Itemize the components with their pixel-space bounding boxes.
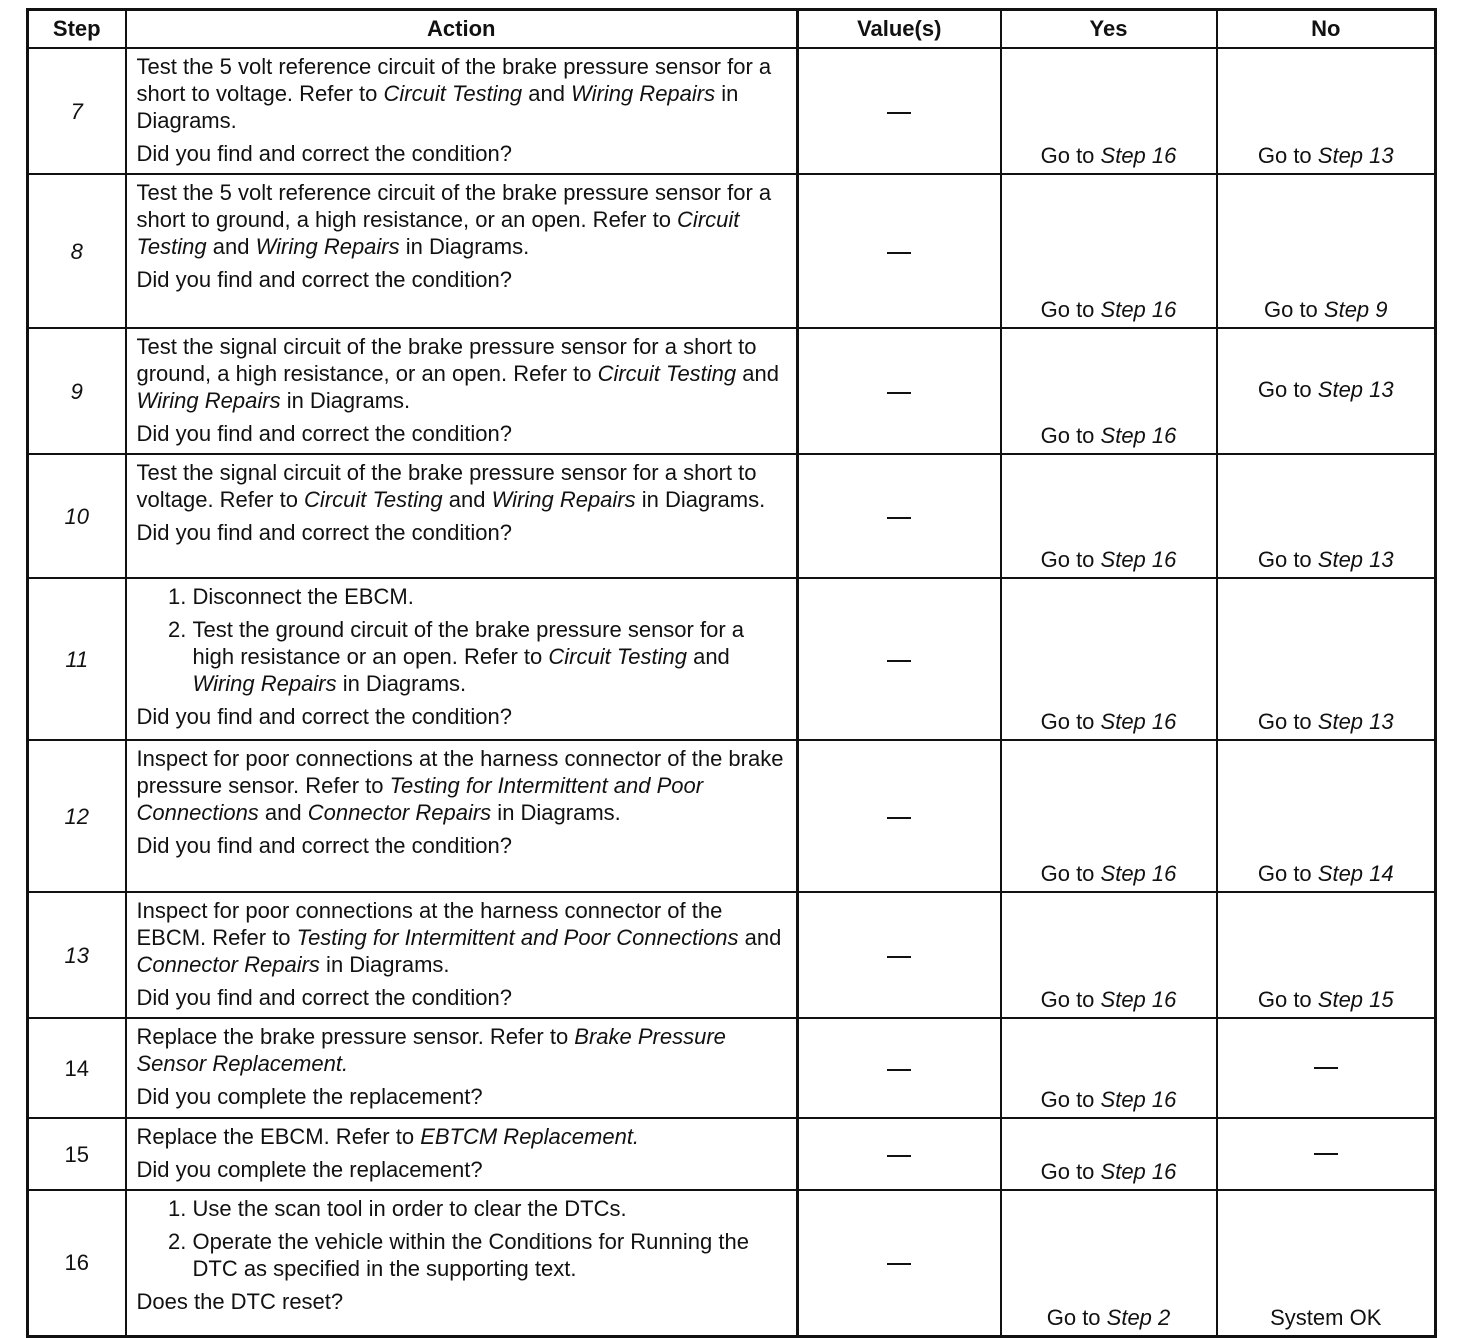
value-cell	[798, 578, 1001, 740]
no-cell	[1217, 1190, 1436, 1336]
goto-target: Step 14	[1317, 861, 1394, 886]
goto-link[interactable]	[1258, 709, 1394, 734]
action-description	[137, 179, 789, 260]
goto-target: Step 9	[1323, 297, 1388, 322]
action-description	[137, 53, 789, 134]
action-question: Did you find and correct the condition?	[136, 520, 512, 545]
action-ref-text: Testing for Intermittent and Poor Connections	[296, 925, 739, 950]
no-cell	[1217, 740, 1436, 892]
action-question: Did you complete the replacement?	[136, 1157, 483, 1182]
goto-link[interactable]	[1258, 861, 1394, 886]
goto-target: Step 16	[1100, 423, 1177, 448]
header-no: No	[1217, 10, 1436, 49]
goto-link[interactable]	[1041, 547, 1177, 572]
action-question: Did you find and correct the condition?	[136, 267, 512, 292]
action-text: in Diagrams.	[136, 81, 739, 133]
goto-prefix: Go to	[1257, 861, 1318, 886]
action-ref-text: Circuit Testing	[136, 207, 740, 259]
goto-target: Step 13	[1317, 376, 1394, 402]
goto-prefix: Go to	[1040, 1087, 1101, 1112]
value-dash	[887, 392, 911, 394]
table-row	[28, 892, 1436, 1018]
value-cell	[798, 174, 1001, 328]
yes-cell	[1001, 328, 1217, 454]
value-dash	[887, 517, 911, 519]
action-cell	[126, 892, 798, 1018]
value-cell	[798, 328, 1001, 454]
goto-link[interactable]	[1041, 143, 1177, 168]
action-description	[137, 745, 789, 826]
goto-link[interactable]	[1041, 423, 1177, 448]
value-dash	[887, 112, 911, 114]
goto-link[interactable]	[1041, 1159, 1177, 1184]
goto-prefix: Go to	[1257, 143, 1318, 168]
action-text: Test the 5 volt reference circuit of the brake pressure sensor for a short to ground, a high resistance, or an open. Refer to	[136, 180, 772, 232]
goto-prefix: Go to	[1046, 1304, 1107, 1330]
goto-target: Step 13	[1317, 547, 1394, 572]
action-ref-text: Testing for Intermittent and Poor Connections	[136, 773, 704, 825]
action-cell	[126, 1190, 798, 1336]
action-text: and	[206, 234, 256, 259]
action-description	[137, 333, 789, 414]
action-text: Test the 5 volt reference circuit of the brake pressure sensor for a short to voltage. Refer to	[136, 54, 772, 106]
goto-link[interactable]	[1041, 861, 1177, 886]
action-text: and	[736, 361, 779, 386]
action-description	[137, 459, 789, 513]
goto-prefix: Go to	[1257, 709, 1318, 734]
goto-target: Step 16	[1100, 1159, 1177, 1184]
action-cell	[126, 174, 798, 328]
header-step: Step	[28, 10, 126, 49]
action-text: Replace the EBCM. Refer to	[136, 1124, 421, 1149]
action-cell	[126, 1118, 798, 1190]
goto-prefix: Go to	[1040, 547, 1101, 572]
goto-link[interactable]	[1258, 987, 1394, 1012]
no-value-dash	[1314, 1153, 1338, 1155]
action-description	[137, 1023, 789, 1077]
action-cell	[126, 328, 798, 454]
goto-target: Step 16	[1100, 987, 1177, 1012]
goto-prefix: Go to	[1040, 1159, 1101, 1184]
action-steps-list	[137, 1195, 789, 1282]
no-cell	[1217, 174, 1436, 328]
yes-cell	[1001, 48, 1217, 174]
goto-target: Step 13	[1317, 709, 1394, 734]
goto-prefix: Go to	[1040, 987, 1101, 1012]
action-description	[137, 897, 789, 978]
action-question: Did you find and correct the condition?	[136, 421, 512, 446]
action-ref-text: EBTCM Replacement.	[420, 1124, 640, 1149]
step-number: 7	[28, 48, 126, 174]
goto-target: Step 16	[1100, 547, 1177, 572]
action-text: in Diagrams.	[399, 234, 530, 259]
value-dash	[887, 252, 911, 254]
goto-target: Step 2	[1106, 1304, 1171, 1330]
goto-link[interactable]	[1047, 1305, 1171, 1330]
action-ref-text: Connector Repairs	[307, 800, 492, 825]
step-number: 16	[28, 1190, 126, 1336]
action-ref-text: Wiring Repairs	[491, 487, 636, 512]
goto-link[interactable]	[1264, 297, 1388, 322]
value-cell	[798, 740, 1001, 892]
table-row	[28, 328, 1436, 454]
action-text: Disconnect the EBCM.	[192, 584, 414, 609]
goto-link[interactable]	[1258, 143, 1394, 168]
no-cell	[1217, 578, 1436, 740]
result-text: System OK	[1270, 1304, 1382, 1330]
goto-link[interactable]	[1041, 987, 1177, 1012]
action-cell	[126, 48, 798, 174]
action-text: Inspect for poor connections at the harness connector of the brake pressure sensor. Refer to	[136, 746, 784, 798]
yes-cell	[1001, 1118, 1217, 1190]
table-row	[28, 1018, 1436, 1118]
action-question: Did you complete the replacement?	[136, 1084, 483, 1109]
goto-prefix: Go to	[1040, 709, 1101, 734]
action-ref-text: Circuit Testing	[304, 487, 443, 512]
action-ref-text: Circuit Testing	[597, 361, 737, 386]
table-row	[28, 578, 1436, 740]
action-steps-list	[137, 583, 789, 697]
action-ref-text: Connector Repairs	[136, 952, 320, 977]
value-dash	[887, 660, 911, 662]
action-ref-text: Wiring Repairs	[255, 234, 400, 259]
action-text: and	[258, 800, 308, 825]
action-text: Test the ground circuit of the brake pressure sensor for a high resistance or an open. Refer to	[192, 617, 745, 669]
goto-link[interactable]	[1041, 709, 1177, 734]
yes-cell	[1001, 454, 1217, 578]
no-cell	[1217, 454, 1436, 578]
goto-link[interactable]	[1041, 297, 1177, 322]
table-row	[28, 48, 1436, 174]
goto-prefix: Go to	[1257, 547, 1318, 572]
action-text: Test the signal circuit of the brake pressure sensor for a short to ground, a high resistance, or an open. Refer to	[136, 334, 757, 386]
action-ref-text: Wiring Repairs	[192, 671, 337, 696]
table-row	[28, 1118, 1436, 1190]
no-cell	[1217, 328, 1436, 454]
table-row	[28, 1190, 1436, 1336]
goto-prefix: Go to	[1040, 423, 1101, 448]
action-text: Use the scan tool in order to clear the DTCs.	[192, 1196, 627, 1221]
no-cell	[1217, 1118, 1436, 1190]
yes-cell	[1001, 740, 1217, 892]
yes-cell	[1001, 1018, 1217, 1118]
no-cell	[1217, 1018, 1436, 1118]
action-question: Did you find and correct the condition?	[136, 833, 512, 858]
yes-cell	[1001, 892, 1217, 1018]
action-text: Inspect for poor connections at the harness connector of the EBCM. Refer to	[136, 898, 723, 950]
diagnostic-table	[26, 8, 1437, 1338]
no-cell	[1217, 892, 1436, 1018]
action-step-item	[193, 583, 789, 610]
value-cell	[798, 1018, 1001, 1118]
value-cell	[798, 1190, 1001, 1336]
yes-cell	[1001, 1190, 1217, 1336]
goto-prefix: Go to	[1263, 297, 1324, 322]
action-ref-text: Circuit Testing	[383, 81, 523, 106]
goto-prefix: Go to	[1257, 376, 1318, 402]
table-row	[28, 740, 1436, 892]
action-text: and	[522, 81, 572, 106]
action-question: Did you find and correct the condition?	[136, 985, 512, 1010]
goto-target: Step 16	[1100, 861, 1177, 886]
action-text: Replace the brake pressure sensor. Refer to	[136, 1024, 575, 1049]
action-cell	[126, 578, 798, 740]
action-question: Does the DTC reset?	[136, 1289, 344, 1314]
header-values: Value(s)	[798, 10, 1001, 49]
value-dash	[887, 817, 911, 819]
value-dash	[887, 956, 911, 958]
step-number: 12	[28, 740, 126, 892]
diagnostic-table-container	[26, 8, 1437, 1338]
table-row	[28, 174, 1436, 328]
goto-target: Step 16	[1100, 709, 1177, 734]
yes-cell	[1001, 578, 1217, 740]
action-cell	[126, 740, 798, 892]
step-number: 10	[28, 454, 126, 578]
goto-prefix: Go to	[1040, 861, 1101, 886]
action-step-item	[193, 616, 789, 697]
action-text: and	[442, 487, 492, 512]
step-number: 11	[28, 578, 126, 740]
header-yes: Yes	[1001, 10, 1217, 49]
value-cell	[798, 454, 1001, 578]
action-ref-text: Wiring Repairs	[136, 388, 281, 413]
action-text: in Diagrams.	[635, 487, 766, 512]
header-row	[28, 10, 1436, 49]
no-value-dash	[1314, 1067, 1338, 1069]
table-row	[28, 454, 1436, 578]
value-dash	[887, 1155, 911, 1157]
value-cell	[798, 48, 1001, 174]
value-dash	[887, 1069, 911, 1071]
goto-link[interactable]	[1258, 547, 1394, 572]
step-number: 13	[28, 892, 126, 1018]
goto-target: Step 15	[1317, 987, 1394, 1012]
goto-link[interactable]	[1258, 377, 1394, 402]
step-number: 14	[28, 1018, 126, 1118]
action-question: Did you find and correct the condition?	[136, 704, 512, 729]
value-dash	[887, 1263, 911, 1265]
goto-target: Step 16	[1100, 143, 1177, 168]
no-cell	[1217, 48, 1436, 174]
action-text: in Diagrams.	[336, 671, 467, 696]
goto-prefix: Go to	[1040, 143, 1101, 168]
action-text: and	[738, 925, 782, 950]
value-cell	[798, 1118, 1001, 1190]
step-number: 9	[28, 328, 126, 454]
action-question: Did you find and correct the condition?	[136, 141, 512, 166]
goto-link[interactable]	[1041, 1087, 1177, 1112]
action-ref-text: Circuit Testing	[548, 644, 687, 669]
action-text: Operate the vehicle within the Conditions for Running the DTC as specified in the supporting text.	[192, 1229, 749, 1281]
yes-cell	[1001, 174, 1217, 328]
action-step-item	[193, 1228, 789, 1282]
action-description	[137, 1123, 789, 1150]
action-text: in Diagrams.	[491, 800, 621, 825]
value-cell	[798, 892, 1001, 1018]
action-text: in Diagrams.	[319, 952, 450, 977]
action-cell	[126, 454, 798, 578]
action-text: and	[686, 644, 730, 669]
step-number: 8	[28, 174, 126, 328]
header-action: Action	[126, 10, 798, 49]
action-ref-text: Brake Pressure Sensor Replacement.	[136, 1024, 726, 1076]
action-step-item	[193, 1195, 789, 1222]
action-text: Test the signal circuit of the brake pressure sensor for a short to voltage. Refer to	[136, 460, 757, 512]
action-text: in Diagrams.	[280, 388, 411, 413]
goto-prefix: Go to	[1040, 297, 1101, 322]
goto-target: Step 16	[1100, 1087, 1177, 1112]
action-cell	[126, 1018, 798, 1118]
goto-target: Step 13	[1317, 143, 1394, 168]
goto-prefix: Go to	[1257, 987, 1318, 1012]
goto-target: Step 16	[1100, 297, 1177, 322]
action-ref-text: Wiring Repairs	[571, 81, 716, 106]
step-number: 15	[28, 1118, 126, 1190]
